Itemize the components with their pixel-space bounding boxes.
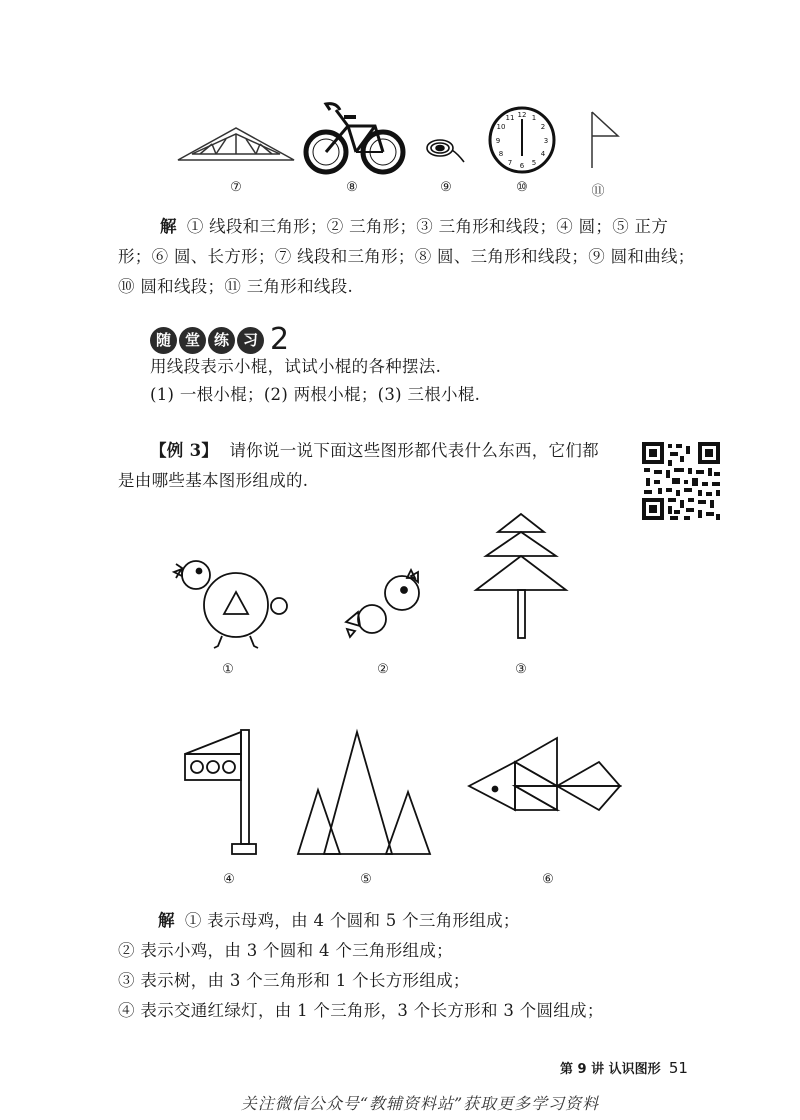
roof-truss-figure [178,128,294,160]
coil-figure [427,140,464,162]
figure-label-4: ④ [223,872,235,887]
figure-label-2: ② [377,662,389,677]
solution-1-line-3: ⑩ 圆和线段；⑪ 三角形和线段. [118,277,354,296]
top-figures [0,95,800,175]
example-figures-row-2 [0,722,800,864]
figure-label-7: ⑦ [230,180,242,195]
figure-label-5: ⑤ [360,872,372,887]
figure-label-9: ⑨ [440,180,452,195]
practice-char-3: 练 [208,327,235,354]
solution-1-line-2: 形；⑥ 圆、长方形；⑦ 线段和三角形；⑧ 圆、三角形和线段；⑨ 圆和曲线； [118,247,695,266]
example-3-line-1: 【例 3】 请你说一说下面这些图形都代表什么东西，它们都 [150,441,599,460]
practice-char-1: 随 [150,327,177,354]
promo-banner: 关注微信公众号“教辅资料站”获取更多学习资料 [240,1094,600,1113]
hen-figure [174,561,287,648]
practice-number: 2 [270,322,290,357]
practice-line-1: 用线段表示小棍，试试小棍的各种摆法. [150,357,442,376]
traffic-light-figure [185,730,256,854]
chapter-label: 第 9 讲 认识图形 [560,1062,661,1077]
svg-text:1: 1 [531,114,537,122]
svg-text:9: 9 [495,137,501,145]
practice-char-4: 习 [237,327,264,354]
clock-figure [490,108,554,172]
figure-label-1: ① [222,662,234,677]
example-figures-row-1 [0,505,800,655]
figure-label-3: ③ [515,662,527,677]
solution-2-line-4: ④ 表示交通红绿灯，由 1 个三角形，3 个长方形和 3 个圆组成； [118,1001,604,1020]
figure-label-8: ⑧ [346,180,358,195]
svg-text:7: 7 [507,159,513,167]
figure-label-11: ⑪ [591,184,605,199]
svg-text:8: 8 [498,150,504,158]
svg-text:6: 6 [519,162,525,170]
bicycle-figure [306,104,403,172]
solution-2-line-3: ③ 表示树，由 3 个三角形和 1 个长方形组成； [118,971,470,990]
svg-text:11: 11 [505,114,515,122]
flag-figure [592,112,618,168]
mountains-figure [298,732,430,854]
svg-text:2: 2 [540,123,546,131]
example-tag: 【例 3】 [150,441,219,460]
tree-figure [476,514,566,638]
svg-text:3: 3 [543,137,549,145]
svg-text:5: 5 [531,159,537,167]
example-3-line-2: 是由哪些基本图形组成的. [118,471,309,490]
solution-2-line-2: ② 表示小鸡，由 3 个圆和 4 个三角形组成； [118,941,453,960]
page-footer [560,1058,688,1077]
svg-text:12: 12 [517,111,527,119]
solution-2-line-1: 解 ① 表示母鸡，由 4 个圆和 5 个三角形组成； [158,911,520,930]
svg-text:10: 10 [496,123,506,131]
solution-key-2: 解 [158,911,175,930]
svg-text:4: 4 [540,150,546,158]
chick-figure [346,570,419,637]
figure-label-6: ⑥ [542,872,554,887]
page-number: 51 [668,1059,688,1077]
practice-line-2: (1) 一根小棍；(2) 两根小棍；(3) 三根小棍. [150,385,481,404]
fish-figure [469,738,620,810]
figure-label-10: ⑩ [516,180,528,195]
practice-char-2: 堂 [179,327,206,354]
solution-key: 解 [160,217,177,236]
solution-1-line-1: 解 ① 线段和三角形；② 三角形；③ 三角形和线段；④ 圆；⑤ 正方 [160,217,669,236]
